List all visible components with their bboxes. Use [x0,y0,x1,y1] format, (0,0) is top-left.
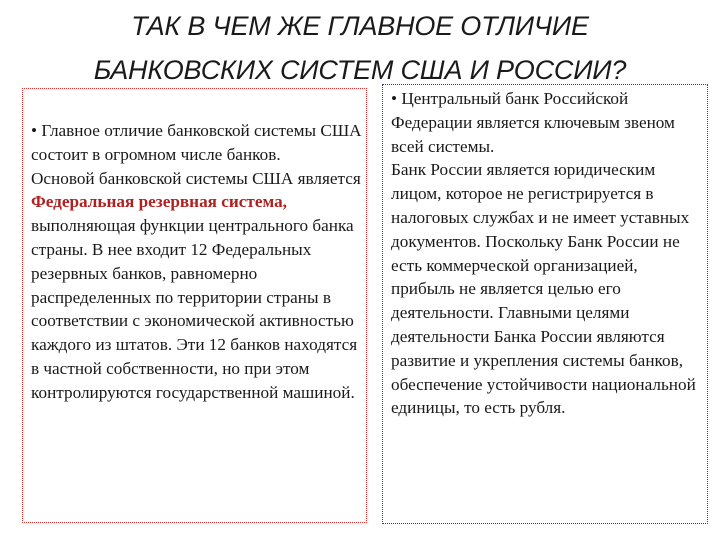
usa-federal-reserve-text [31,167,362,405]
federal-reserve-highlight: Федеральная резервная система, [31,192,287,212]
usa-federal-reserve-text-end: выполняющая функции центрального банка страны. В нее входит 12 Федеральных резервных банков, равномерно распределенных по территории страны в соответствии с экономической активностью каждого из штатов. Эти 12 банков находятся в частной собственности, но при этом контролируются государственной машиной. [31,216,358,402]
russia-central-bank-text: • Центральный банк Российской Федерации является ключевым звеном всей системы. [391,89,675,156]
russia-bank-status-text: Банк России является юридическим лицом, которое не регистрируется в налоговых службах и не имеет уставных документов. Поскольку Банк России не есть коммерческой организацией, прибыль не является целью его деятельности. Главными целями деятельности Банка России являются развитие и укрепления системы банков, обеспечение устойчивости национальной единицы, то есть рубля. [391,160,696,418]
slide-title-line-2: БАНКОВСКИХ СИСТЕМ США И РОССИИ? [93,55,627,85]
usa-banking-panel [22,88,367,523]
slide-title [0,4,720,92]
russia-banking-panel [382,84,708,524]
usa-main-difference-text: • Главное отличие банковской системы США состоит в огромном числе банков. [31,121,362,164]
usa-federal-reserve-text-start: Основой банковской системы США является [31,168,361,188]
slide-title-line-1: ТАК В ЧЕМ ЖЕ ГЛАВНОЕ ОТЛИЧИЕ [131,11,589,41]
